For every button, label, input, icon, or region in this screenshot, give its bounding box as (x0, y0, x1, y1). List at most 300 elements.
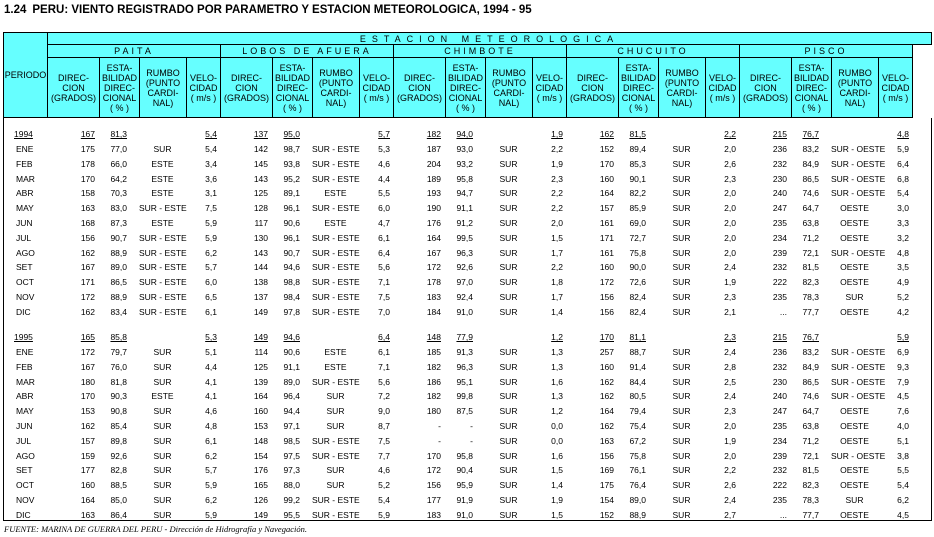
cell-velocidad: 2,6 (724, 480, 736, 490)
cell-velocidad: 5,1 (205, 347, 217, 357)
cell-rumbo: SUR (326, 391, 345, 401)
cell-direccion: 163 (599, 436, 614, 446)
cell-estabilidad: 76,7 (802, 129, 819, 139)
station-header: CHIMBOTE (393, 44, 567, 58)
cell-direccion: 172 (426, 262, 441, 272)
cell-velocidad: 2,0 (724, 144, 736, 154)
cell-direccion: 154 (253, 451, 268, 461)
cell-estabilidad: 86,5 (110, 277, 127, 287)
cell-estabilidad: 95,8 (456, 174, 473, 184)
cell-rumbo: SUR - ESTE (312, 436, 360, 446)
cell-velocidad: 2,1 (724, 307, 736, 317)
cell-rumbo: SUR (672, 307, 691, 317)
cell-estabilidad: 94,7 (456, 188, 473, 198)
cell-velocidad: 7,1 (378, 362, 390, 372)
cell-velocidad: 7,5 (378, 436, 390, 446)
cell-rumbo: SUR (672, 377, 691, 387)
cell-direccion: 235 (772, 292, 787, 302)
cell-velocidad: 1,9 (724, 436, 736, 446)
cell-estabilidad: 86,4 (110, 510, 127, 520)
cell-estabilidad: 89,8 (110, 436, 127, 446)
cell-velocidad: 7,2 (378, 391, 390, 401)
cell-rumbo: ESTE (324, 347, 347, 357)
cell-velocidad: 6,8 (897, 174, 909, 184)
cell-estabilidad: 94,6 (283, 332, 300, 342)
cell-rumbo: SUR (499, 377, 518, 387)
cell-rumbo: SUR (499, 406, 518, 416)
cell-direccion: 182 (426, 362, 441, 372)
cell-velocidad: 2,4 (724, 495, 736, 505)
cell-estabilidad: 72,7 (629, 233, 646, 243)
cell-estabilidad: 79,4 (629, 406, 646, 416)
cell-direccion: 235 (772, 218, 787, 228)
cell-rumbo: SUR (153, 421, 172, 431)
cell-velocidad: 1,3 (551, 362, 563, 372)
month-label: FEB (16, 159, 33, 169)
cell-velocidad: 6,1 (205, 436, 217, 446)
cell-estabilidad: 77,0 (110, 144, 127, 154)
table-title: PERU: VIENTO REGISTRADO POR PARAMETRO Y ESTACION METEOROLOGICA, 1994 - 95 (32, 4, 532, 16)
col-header-direccion: DIREC- CION (GRADOS) (47, 57, 100, 118)
cell-estabilidad: 97,5 (283, 451, 300, 461)
cell-rumbo: SUR (499, 248, 518, 258)
col-header-direccion: DIREC- CION (GRADOS) (393, 57, 446, 118)
cell-rumbo: SUR (499, 307, 518, 317)
cell-direccion: 178 (426, 277, 441, 287)
cell-direccion: 145 (253, 159, 268, 169)
year-row (0, 128, 934, 140)
cell-velocidad: 5,9 (897, 332, 909, 342)
cell-velocidad: 2,0 (724, 248, 736, 258)
cell-direccion: 152 (599, 510, 614, 520)
cell-velocidad: 1,2 (551, 332, 563, 342)
cell-direccion: 156 (599, 307, 614, 317)
col-header-direccion: DIREC- CION (GRADOS) (566, 57, 619, 118)
cell-velocidad: 5,7 (378, 129, 390, 139)
col-header-rumbo: RUMBO (PUNTO CARDI- NAL) (312, 57, 360, 118)
cell-direccion: 232 (772, 465, 787, 475)
cell-estabilidad: 95,0 (283, 129, 300, 139)
cell-velocidad: 7,0 (378, 307, 390, 317)
cell-rumbo: SUR (499, 233, 518, 243)
cell-estabilidad: 94,6 (283, 262, 300, 272)
cell-direccion: 137 (253, 129, 268, 139)
month-label: DIC (16, 510, 31, 520)
cell-rumbo: SUR (153, 451, 172, 461)
cell-estabilidad: 90,7 (283, 248, 300, 258)
month-label: SET (16, 465, 33, 475)
cell-direccion: 164 (599, 188, 614, 198)
month-label: AGO (16, 248, 35, 258)
cell-velocidad: 9,3 (897, 362, 909, 372)
month-label: ENE (16, 144, 34, 154)
cell-velocidad: 5,4 (378, 495, 390, 505)
table-row (0, 494, 934, 506)
cell-rumbo: SUR (672, 277, 691, 287)
table-row (0, 291, 934, 303)
cell-direccion: 160 (599, 262, 614, 272)
cell-estabilidad: 71,2 (802, 436, 819, 446)
cell-velocidad: 6,4 (897, 159, 909, 169)
cell-rumbo: SUR (499, 347, 518, 357)
cell-velocidad: 6,5 (205, 292, 217, 302)
cell-rumbo: OESTE (840, 421, 869, 431)
cell-direccion: 177 (80, 465, 95, 475)
cell-velocidad: 2,2 (551, 262, 563, 272)
cell-estabilidad: 90,6 (283, 347, 300, 357)
cell-estabilidad: 88,9 (629, 510, 646, 520)
cell-estabilidad: 77,7 (802, 307, 819, 317)
cell-direccion: 149 (253, 510, 268, 520)
month-label: NOV (16, 292, 35, 302)
cell-velocidad: 2,2 (724, 465, 736, 475)
cell-velocidad: 4,8 (897, 248, 909, 258)
cell-direccion: 163 (80, 203, 95, 213)
cell-velocidad: 5,9 (897, 144, 909, 154)
cell-direccion: 125 (253, 362, 268, 372)
cell-direccion: 183 (426, 510, 441, 520)
cell-direccion: 168 (80, 218, 95, 228)
cell-estabilidad: 85,8 (110, 332, 127, 342)
cell-estabilidad: 96,3 (456, 362, 473, 372)
cell-velocidad: 1,9 (551, 129, 563, 139)
cell-velocidad: 6,2 (205, 495, 217, 505)
table-row (0, 232, 934, 244)
table-row (0, 143, 934, 155)
cell-rumbo: SUR (499, 436, 518, 446)
cell-direccion: 153 (80, 406, 95, 416)
cell-rumbo: SUR - OESTE (831, 248, 886, 258)
cell-direccion: 236 (772, 347, 787, 357)
cell-rumbo: SUR (499, 421, 518, 431)
cell-direccion: 161 (599, 248, 614, 258)
cell-rumbo: SUR (672, 347, 691, 357)
cell-rumbo: SUR (499, 159, 518, 169)
cell-estabilidad: 85,4 (110, 421, 127, 431)
cell-estabilidad: 90,0 (629, 262, 646, 272)
month-label: OCT (16, 277, 34, 287)
table-row (0, 187, 934, 199)
cell-rumbo: SUR (153, 406, 172, 416)
cell-direccion: 167 (80, 262, 95, 272)
cell-direccion: 232 (772, 362, 787, 372)
cell-direccion: 240 (772, 391, 787, 401)
cell-direccion: 183 (426, 292, 441, 302)
station-header: PISCO (739, 44, 913, 58)
cell-estabilidad: 92,6 (456, 262, 473, 272)
table-row (0, 450, 934, 462)
cell-rumbo: SUR - ESTE (312, 377, 360, 387)
cell-direccion: 160 (599, 362, 614, 372)
cell-rumbo: SUR - ESTE (312, 495, 360, 505)
cell-estabilidad: 78,3 (802, 292, 819, 302)
cell-velocidad: 2,7 (724, 510, 736, 520)
cell-rumbo: ESTE (151, 188, 174, 198)
month-label: ABR (16, 391, 34, 401)
cell-direccion: 152 (599, 144, 614, 154)
cell-velocidad: 2,0 (724, 218, 736, 228)
table-row (0, 464, 934, 476)
cell-estabilidad: 98,4 (283, 292, 300, 302)
cell-estabilidad: 91,3 (456, 347, 473, 357)
cell-direccion: 172 (599, 277, 614, 287)
cell-estabilidad: 97,0 (456, 277, 473, 287)
cell-velocidad: 2,3 (724, 292, 736, 302)
cell-rumbo: OESTE (840, 203, 869, 213)
cell-rumbo: SUR (672, 465, 691, 475)
cell-rumbo: OESTE (840, 307, 869, 317)
cell-estabilidad: 87,3 (110, 218, 127, 228)
cell-rumbo: SUR (153, 377, 172, 387)
cell-direccion: 137 (253, 292, 268, 302)
cell-velocidad: 4,4 (205, 362, 217, 372)
cell-rumbo: SUR - ESTE (139, 262, 187, 272)
cell-direccion: 143 (253, 174, 268, 184)
cell-rumbo: SUR (153, 510, 172, 520)
cell-direccion: 172 (80, 292, 95, 302)
cell-velocidad: 4,8 (897, 129, 909, 139)
cell-direccion: 126 (253, 495, 268, 505)
cell-estabilidad: 82,4 (629, 292, 646, 302)
month-label: JUN (16, 421, 33, 431)
cell-velocidad: 4,5 (897, 391, 909, 401)
cell-direccion: 236 (772, 144, 787, 154)
cell-estabilidad: 70,3 (110, 188, 127, 198)
cell-rumbo: SUR - ESTE (312, 248, 360, 258)
cell-rumbo: SUR - ESTE (312, 174, 360, 184)
col-header-direccion: DIREC- CION (GRADOS) (739, 57, 792, 118)
cell-direccion: 143 (253, 248, 268, 258)
cell-estabilidad: 82,4 (629, 307, 646, 317)
table-row (0, 361, 934, 373)
cell-rumbo: SUR - OESTE (831, 159, 886, 169)
cell-direccion: 257 (599, 347, 614, 357)
cell-direccion: 160 (80, 480, 95, 490)
table-row (0, 261, 934, 273)
cell-velocidad: 7,5 (205, 203, 217, 213)
col-header-velocidad: VELO- CIDAD ( m/s ) (878, 57, 913, 118)
cell-rumbo: SUR (499, 292, 518, 302)
cell-velocidad: 3,2 (897, 233, 909, 243)
cell-estabilidad: 75,8 (629, 451, 646, 461)
cell-estabilidad: 94,4 (283, 406, 300, 416)
cell-direccion: ... (779, 307, 787, 317)
month-label: MAY (16, 406, 34, 416)
cell-estabilidad: 90,1 (629, 174, 646, 184)
col-header-velocidad: VELO- CIDAD ( m/s ) (186, 57, 221, 118)
cell-velocidad: 6,2 (897, 495, 909, 505)
cell-direccion: 180 (426, 406, 441, 416)
cell-estabilidad: 88,9 (110, 292, 127, 302)
cell-rumbo: OESTE (840, 277, 869, 287)
cell-estabilidad: 93,0 (456, 144, 473, 154)
cell-direccion: 160 (599, 174, 614, 184)
cell-direccion: 175 (80, 144, 95, 154)
cell-direccion: 234 (772, 436, 787, 446)
cell-velocidad: 4,6 (205, 406, 217, 416)
cell-velocidad: 6,4 (378, 332, 390, 342)
table-row (0, 217, 934, 229)
month-label: JUL (16, 233, 32, 243)
cell-direccion: 117 (254, 218, 268, 228)
cell-velocidad: 3,0 (897, 203, 909, 213)
cell-velocidad: 4,7 (378, 218, 390, 228)
cell-estabilidad: 91,4 (629, 362, 646, 372)
cell-rumbo: SUR - ESTE (139, 292, 187, 302)
cell-rumbo: SUR (326, 465, 345, 475)
cell-estabilidad: 90,4 (456, 465, 473, 475)
cell-estabilidad: 98,5 (283, 436, 300, 446)
cell-velocidad: 5,4 (205, 144, 217, 154)
cell-velocidad: 2,3 (724, 332, 736, 342)
cell-rumbo: OESTE (840, 262, 869, 272)
cell-rumbo: OESTE (840, 436, 869, 446)
cell-velocidad: 5,3 (378, 144, 390, 154)
col-header-estabilidad: ESTA- BILIDAD DIREC- CIONAL ( % ) (445, 57, 486, 118)
cell-rumbo: SUR (672, 233, 691, 243)
cell-estabilidad: 85,3 (629, 159, 646, 169)
cell-velocidad: 5,1 (897, 436, 909, 446)
cell-estabilidad: 64,7 (802, 406, 819, 416)
cell-rumbo: ESTE (324, 188, 347, 198)
cell-velocidad: 4,5 (897, 510, 909, 520)
cell-direccion: 172 (426, 465, 441, 475)
col-header-estabilidad: ESTA- BILIDAD DIREC- CIONAL ( % ) (791, 57, 832, 118)
cell-estabilidad: 84,4 (629, 377, 646, 387)
cell-velocidad: 2,6 (724, 159, 736, 169)
cell-rumbo: SUR (672, 188, 691, 198)
cell-rumbo: SUR - OESTE (831, 174, 886, 184)
cell-direccion: 178 (80, 159, 95, 169)
cell-velocidad: 2,5 (724, 377, 736, 387)
cell-estabilidad: 76,1 (629, 465, 646, 475)
cell-estabilidad: 95,1 (456, 377, 473, 387)
month-label: JUL (16, 436, 32, 446)
cell-velocidad: 5,6 (378, 377, 390, 387)
cell-velocidad: 4,6 (378, 159, 390, 169)
cell-rumbo: SUR (153, 347, 172, 357)
cell-rumbo: SUR (672, 292, 691, 302)
cell-velocidad: 6,2 (205, 248, 217, 258)
cell-velocidad: 5,9 (205, 218, 217, 228)
cell-estabilidad: 96,4 (283, 391, 300, 401)
cell-velocidad: 2,4 (724, 347, 736, 357)
cell-rumbo: ESTE (324, 362, 347, 372)
cell-velocidad: 1,5 (551, 510, 563, 520)
cell-rumbo: SUR - OESTE (831, 391, 886, 401)
table-row (0, 276, 934, 288)
cell-estabilidad: 98,7 (283, 144, 300, 154)
estacion-header: ESTACION METEOROLOGICA (47, 32, 932, 45)
cell-estabilidad: 85,0 (110, 495, 127, 505)
cell-velocidad: 1,6 (551, 451, 563, 461)
cell-rumbo: SUR - ESTE (139, 307, 187, 317)
cell-velocidad: 2,2 (551, 188, 563, 198)
cell-rumbo: SUR (672, 174, 691, 184)
cell-velocidad: 4,9 (897, 277, 909, 287)
cell-estabilidad: 98,8 (283, 277, 300, 287)
cell-estabilidad: 95,5 (283, 510, 300, 520)
cell-direccion: 170 (426, 451, 441, 461)
cell-rumbo: SUR - OESTE (831, 347, 886, 357)
cell-rumbo: SUR (499, 465, 518, 475)
cell-direccion: 139 (253, 377, 268, 387)
cell-estabilidad: 89,0 (283, 377, 300, 387)
cell-rumbo: SUR (672, 421, 691, 431)
cell-velocidad: 5,7 (205, 262, 217, 272)
cell-rumbo: OESTE (840, 218, 869, 228)
station-header: PAITA (47, 44, 221, 58)
cell-velocidad: 7,7 (378, 451, 390, 461)
cell-velocidad: 7,5 (378, 292, 390, 302)
cell-velocidad: 4,4 (378, 174, 390, 184)
cell-direccion: 170 (599, 159, 614, 169)
table-row (0, 405, 934, 417)
cell-estabilidad: 82,3 (802, 277, 819, 287)
cell-rumbo: SUR (845, 292, 864, 302)
col-header-rumbo: RUMBO (PUNTO CARDI- NAL) (139, 57, 187, 118)
cell-direccion: 125 (253, 188, 268, 198)
cell-velocidad: 3,6 (205, 174, 217, 184)
cell-direccion: - (438, 421, 441, 431)
cell-estabilidad: 91,1 (283, 362, 300, 372)
cell-velocidad: 5,9 (205, 510, 217, 520)
cell-velocidad: 5,4 (897, 188, 909, 198)
cell-rumbo: SUR - ESTE (312, 307, 360, 317)
cell-rumbo: OESTE (840, 465, 869, 475)
cell-rumbo: SUR (672, 248, 691, 258)
cell-estabilidad: 95,9 (456, 480, 473, 490)
col-header-velocidad: VELO- CIDAD ( m/s ) (705, 57, 740, 118)
cell-velocidad: 1,4 (551, 480, 563, 490)
cell-direccion: 162 (80, 421, 95, 431)
cell-rumbo: SUR (499, 480, 518, 490)
cell-estabilidad: 82,8 (110, 465, 127, 475)
cell-direccion: 149 (253, 332, 268, 342)
cell-velocidad: 5,9 (205, 233, 217, 243)
cell-estabilidad: 92,4 (456, 292, 473, 302)
cell-estabilidad: 90,6 (283, 218, 300, 228)
cell-direccion: 182 (426, 129, 441, 139)
cell-estabilidad: 77,7 (802, 510, 819, 520)
cell-direccion: 162 (599, 391, 614, 401)
cell-velocidad: 1,6 (551, 377, 563, 387)
cell-rumbo: SUR (326, 480, 345, 490)
cell-rumbo: SUR (499, 188, 518, 198)
cell-rumbo: SUR (499, 277, 518, 287)
cell-rumbo: SUR (672, 203, 691, 213)
cell-direccion: 148 (426, 332, 441, 342)
cell-direccion: 182 (426, 391, 441, 401)
cell-velocidad: 3,4 (205, 159, 217, 169)
cell-estabilidad: 99,8 (456, 391, 473, 401)
cell-direccion: 240 (772, 188, 787, 198)
cell-direccion: 247 (772, 203, 787, 213)
cell-estabilidad: 75,4 (629, 421, 646, 431)
cell-estabilidad: 81,5 (802, 262, 819, 272)
cell-estabilidad: 96,3 (456, 248, 473, 258)
cell-estabilidad: 81,3 (110, 129, 127, 139)
cell-rumbo: OESTE (840, 510, 869, 520)
cell-direccion: 142 (253, 144, 268, 154)
cell-direccion: 239 (772, 451, 787, 461)
cell-direccion: 190 (426, 203, 441, 213)
cell-velocidad: 4,6 (378, 465, 390, 475)
cell-direccion: 170 (80, 174, 95, 184)
cell-estabilidad: 99,5 (456, 233, 473, 243)
cell-direccion: 162 (80, 307, 95, 317)
cell-direccion: 156 (426, 480, 441, 490)
